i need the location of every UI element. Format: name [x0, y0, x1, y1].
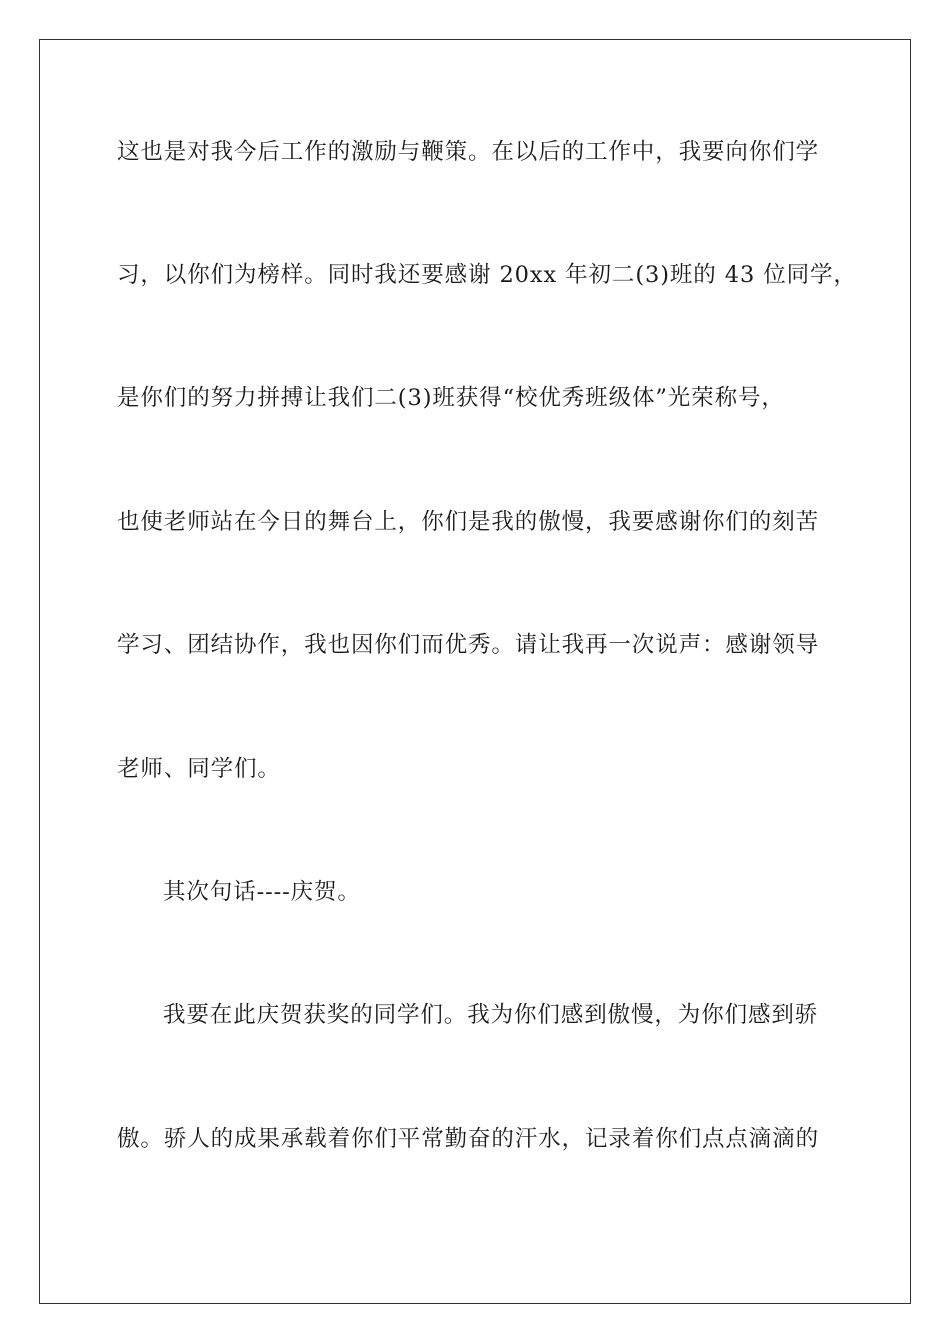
- section-heading: 其次句话----庆贺。: [163, 879, 361, 905]
- paragraph-first-line: 我要在此庆贺获奖的同学们。我为你们感到傲慢，为你们感到骄: [163, 1002, 819, 1028]
- text-line: 也使老师站在今日的舞台上，你们是我的傲慢，我要感谢你们的刻苦: [117, 509, 820, 535]
- text-line: 是你们的努力拼搏让我们二(3)班获得“校优秀班级体”光荣称号，: [117, 385, 785, 411]
- page-border: [39, 39, 911, 1304]
- text-line: 这也是对我今后工作的激励与鞭策。在以后的工作中，我要向你们学: [117, 139, 820, 165]
- text-line: 学习、团结协作，我也因你们而优秀。请让我再一次说声：感谢领导: [117, 632, 820, 658]
- text-line: 习，以你们为榜样。同时我还要感谢 20xx 年初二(3)班的 43 位同学，: [117, 262, 857, 288]
- text-line: 老师、同学们。: [117, 756, 281, 782]
- text-line: 傲。骄人的成果承载着你们平常勤奋的汗水，记录着你们点点滴滴的: [117, 1126, 820, 1152]
